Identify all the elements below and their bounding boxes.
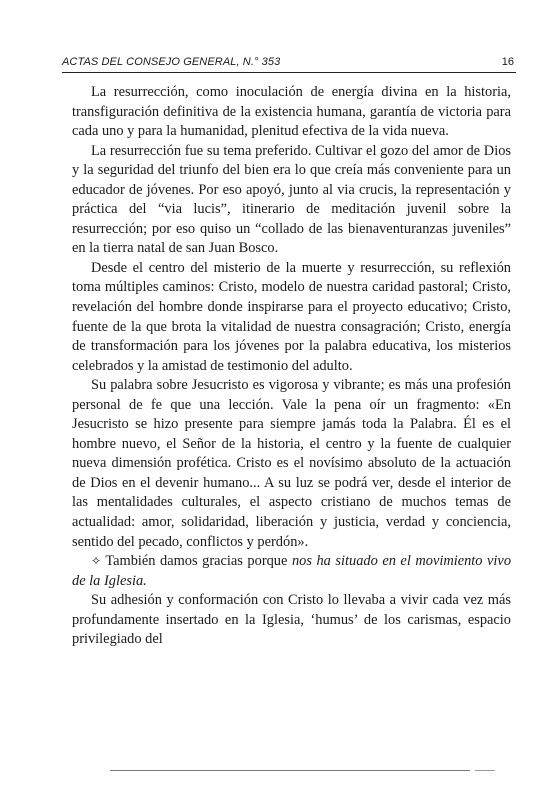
- body-text: [72, 83, 511, 650]
- bullet-text: También damos gracias porque: [105, 553, 292, 570]
- bullet-paragraph: [72, 552, 511, 591]
- paragraph: Su palabra sobre Jesucristo es vigorosa y vibrante; es más una profesión personal de fe que una lección. Vale la pena oír un fragmento: «En Jesucristo se hizo presente para siempre jamás toda la Palabra. Él es el hombre nuevo, el Señor de la historia, el centro y la fuente de cualquier nueva dimensión profética. Cristo es el novísimo absoluto de la actuación de Dios en el devenir humano... A su luz se podrá ver, desde el interior de las mentalidades culturales, el aspecto cristiano de muchos temas de actualidad: amor, solidaridad, liberación y justicia, verdad y conciencia, sentido del pecado, conflictos y perdón».: [72, 377, 511, 550]
- running-head: ACTAS DEL CONSEJO GENERAL, N.° 353: [62, 56, 281, 68]
- footer-rule-short: [475, 770, 495, 771]
- paragraph: Su adhesión y conformación con Cristo lo llevaba a vivir cada vez más profundamente insertado en la Iglesia, ‘humus’ de los carismas, espacio privilegiado del: [72, 592, 511, 648]
- sparkle-bullet-icon: ✧: [91, 554, 102, 569]
- paragraph: Desde el centro del misterio de la muerte y resurrección, su reflexión toma múltiples caminos: Cristo, modelo de nuestra caridad pastoral; Cristo, revelación del hombre donde inspirarse para el proyecto educativo; Cristo, fuente de la que brota la vitalidad de nuestra consagración; Cristo, energía de transformación para los jóvenes por la palabra educativa, los misterios celebrados y la amistad de testimonio del adulto.: [72, 259, 511, 374]
- bullet-emphasis: nos ha situado en el movimiento vivo de la Iglesia.: [72, 553, 512, 589]
- page-number: 16: [501, 56, 514, 68]
- paragraph: La resurrección, como inoculación de energía divina en la historia, transfiguración definitiva de la existencia humana, garantía de victoria para cada uno y para la humanidad, plenitud efectiva de la vida nueva.: [72, 84, 511, 140]
- paragraph: La resurrección fue su tema preferido. Cultivar el gozo del amor de Dios y la seguridad del triunfo del bien era lo que creía más conveniente para un educador de jóvenes. Por eso apoyó, junto al via crucis, la representación y práctica del “via lucis”, itinerario de meditación juvenil sobre la resurrección; por eso quiso un “collado de las bienaventuranzas juveniles” en la tierra natal de san Juan Bosco.: [72, 142, 511, 257]
- page-header: [62, 56, 516, 73]
- footer-rule: [110, 770, 470, 771]
